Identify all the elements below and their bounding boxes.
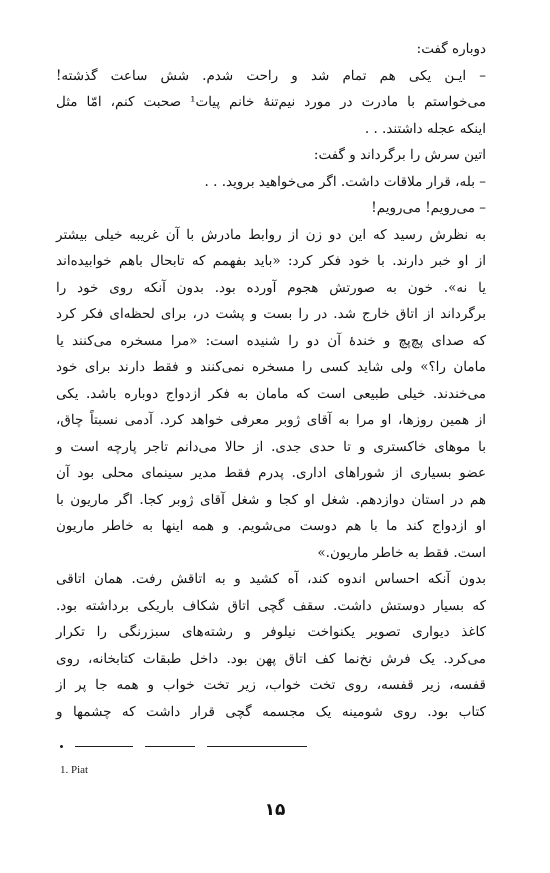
text-line: از او خبر دارند. با خود فکر کرد: «باید بفهمم که تابحال باهم خوابیده‌اند [56,253,486,269]
text-line: اتین سرش را برگرداند و گفت: [313,147,486,163]
text-line: که بسیار دوستش داشت. سقف گچی اتاق شکاف باریکی برداشته بود. [56,597,486,614]
text-line: کتاب بود. روی شومینه یک مجسمه گچی قرار داشت که چشمها و [56,703,486,720]
text-line: به نظرش رسید که این دو زن از روابط مادرش با آن غریبه خیلی بیشتر [56,226,486,243]
footnote-divider-segment [145,746,195,747]
text-line: هم در استان دوازدهم. شغل او کجا و شغل آقای ژوبر کجا. اگر ماریون با [56,491,486,508]
text-line: کاغذ دیواری تصویر یکنواخت نیلوفر و رشته‌های سبزرنگی را تکرار [56,624,486,640]
footnote-divider [60,746,370,747]
text-line: – ایـن یکی هم تمام شد و راحت شدم. شش ساعت گذشته! [56,67,486,84]
text-line: که صدای پچ‌پچ و خندهٔ آن دو را شنیده است: «مرا مسخره می‌کنند یا [56,332,486,349]
text-line: برگرداند از اتاق خارج شد. در را بست و پشت در، برای لحظه‌ای فکر کرد [56,306,486,322]
text-line: از همین روزها، او مرا به آقای ژوبر معرفی خواهد کرد. آدمی نسبتاً چاق، [56,412,486,428]
text-line: – بله، قرار ملاقات داشت. اگر می‌خواهید بروید. . . [204,173,486,190]
text-line: دوباره گفت: [416,41,486,57]
text-line: می‌خندند. خیلی طبیعی است که مامان به فکر ازدواج دوباره باشد. یکی [56,385,486,402]
text-line: است. فقط به خاطر ماریون.» [317,544,486,561]
footnote-divider-segment [75,746,133,747]
text-line: قفسه، زیر قفسه، روی تخت خواب، زیر تخت خواب و همه جا پر از [56,677,486,693]
text-line: می‌خواستم با مادرت در مورد نیم‌تنهٔ خانم پیات¹ صحبت کنم، امّا مثل [56,94,486,110]
body-text [56,36,486,725]
text-line: مامان را؟» ولی شاید کسی را مسخره نمی‌کنند و فقط دارند برای خود [56,359,486,375]
page-number: ۱۵ [264,800,286,820]
text-line: می‌کرد. یک فرش نخ‌نما کف اتاق پهن بود. داخل طبقات کتابخانه، روی [56,650,486,667]
footnote: 1. Piat [60,764,89,776]
text-line: – می‌رویم! می‌رویم! [371,200,486,216]
text-line: او ازدواج کند ما با هم دوست می‌شویم. و همه اینها به خاطر ماریون [56,518,486,534]
text-line: اینکه عجله داشتند. . . [364,120,486,137]
text-line: بدون آنکه احساس اندوه کند، آه کشید و به اتاقش رفت. همان اتاقی [56,571,486,587]
footnote-divider-segment [207,746,307,747]
footnote-divider-dot [60,745,63,748]
text-line: یا نه». خون به صورتش هجوم آورده بود. بدون آنکه روی خود را [56,279,486,296]
text-line: عضو بسیاری از شوراهای اداری. پدرم فقط مدیر سینمای محلی بود آن [56,465,486,481]
text-line: با موهای خاکستری و تا حدی جدی. از حالا می‌دانم تاجر پارچه است و [56,438,486,455]
